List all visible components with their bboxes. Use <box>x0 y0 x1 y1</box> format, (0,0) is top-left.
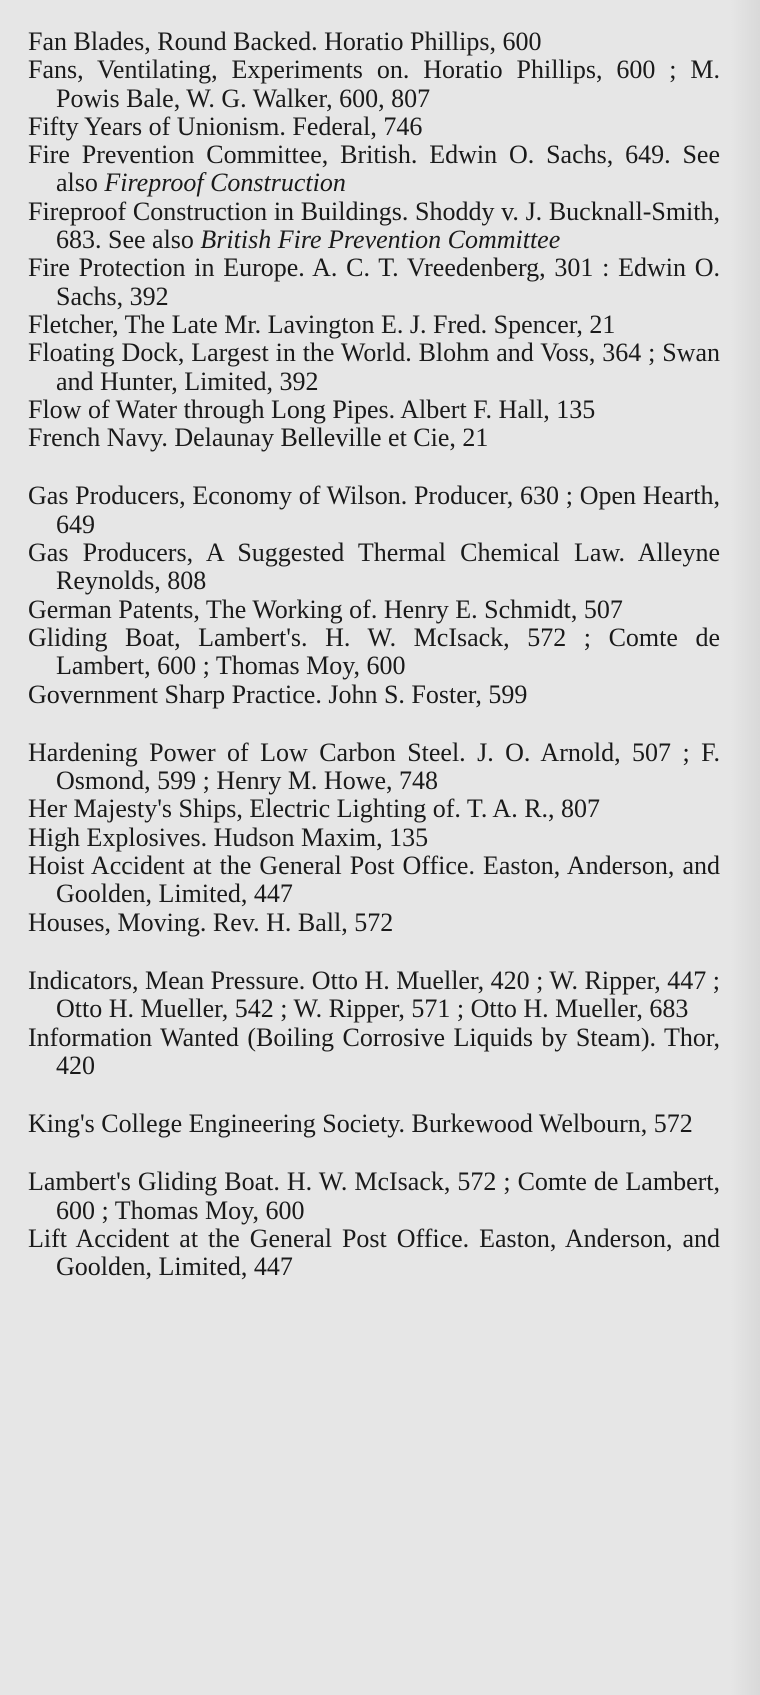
index-entry-text: Fireproof Construction in Buildings. Shoddy v. J. Bucknall-Smith, 683. See also <box>28 196 720 255</box>
index-entry <box>28 852 720 909</box>
index-entry <box>28 254 720 311</box>
index-entry-text: Gas Producers, A Suggested Thermal Chemical Law. Alleyne Reynolds, 808 <box>28 538 720 596</box>
index-entry <box>28 967 720 1024</box>
index-entry <box>28 339 720 396</box>
index-entry-text: Government Sharp Practice. John S. Foster, 599 <box>28 679 528 709</box>
letter-section-gap <box>28 709 720 739</box>
index-entry <box>28 739 720 796</box>
index-entry <box>28 113 720 141</box>
index-entry <box>28 624 720 681</box>
index-entry <box>28 28 720 56</box>
index-entry <box>28 1024 720 1081</box>
index-entry <box>28 1225 720 1282</box>
index-entry <box>28 56 720 113</box>
letter-section-gap <box>28 1138 720 1168</box>
index-entry <box>28 198 720 255</box>
index-entry <box>28 482 720 539</box>
index-entry <box>28 596 720 624</box>
index-entry <box>28 824 720 852</box>
index-entry-text: Fans, Ventilating, Experiments on. Horatio Phillips, 600 ; M. Powis Bale, W. G. Walker, 600, 807 <box>28 55 720 113</box>
index-entry <box>28 795 720 823</box>
index-entry <box>28 539 720 596</box>
index-entry <box>28 424 720 452</box>
index-entry-text: Lambert's Gliding Boat. H. W. McIsack, 572 ; Comte de Lambert, 600 ; Thomas Moy, 600 <box>28 1167 720 1225</box>
index-entry-text: High Explosives. Hudson Maxim, 135 <box>28 822 429 852</box>
page-edge-shadow <box>730 0 760 1695</box>
index-entry-text: Her Majesty's Ships, Electric Lighting of. T. A. R., 807 <box>28 794 601 824</box>
index-entry-text: Lift Accident at the General Post Office. Easton, Anderson, and Goolden, Limited, 447 <box>28 1223 720 1282</box>
letter-section-gap <box>28 937 720 967</box>
index-entry-text: King's College Engineering Society. Burkewood Welbourn, 572 <box>28 1109 693 1139</box>
letter-section-gap <box>28 1080 720 1110</box>
index-entry-text: Flow of Water through Long Pipes. Albert F. Hall, 135 <box>28 394 596 424</box>
index-entry-text: Houses, Moving. Rev. H. Ball, 572 <box>28 907 394 937</box>
subject-index-column <box>28 28 720 1282</box>
index-entry-text: French Navy. Delaunay Belleville et Cie, 21 <box>28 423 489 453</box>
index-entry-text: Hoist Accident at the General Post Office. Easton, Anderson, and Goolden, Limited, 447 <box>28 851 720 909</box>
letter-section-gap <box>28 452 720 482</box>
index-entry-text: Fire Prevention Committee, British. Edwin O. Sachs, 649. See also <box>28 140 720 198</box>
index-entry <box>28 396 720 424</box>
index-entry-text: Hardening Power of Low Carbon Steel. J. O. Arnold, 507 ; F. Osmond, 599 ; Henry M. Howe, 748 <box>28 737 720 796</box>
see-also-reference: Fireproof Construction <box>104 168 346 198</box>
see-also-reference: British Fire Prevention Committee <box>200 225 561 255</box>
index-entry-text: Indicators, Mean Pressure. Otto H. Mueller, 420 ; W. Ripper, 447 ; Otto H. Mueller, 542 ; W. Ripper, 571 ; Otto H. Mueller, 683 <box>28 965 720 1024</box>
index-entry-text: Gliding Boat, Lambert's. H. W. McIsack, 572 ; Comte de Lambert, 600 ; Thomas Moy, 600 <box>28 622 720 681</box>
index-entry-text: Fletcher, The Late Mr. Lavington E. J. Fred. Spencer, 21 <box>28 309 616 339</box>
index-entry <box>28 311 720 339</box>
index-entry <box>28 141 720 198</box>
index-entry-text: Fire Protection in Europe. A. C. T. Vreedenberg, 301 : Edwin O. Sachs, 392 <box>28 253 720 311</box>
index-entry-text: Floating Dock, Largest in the World. Blohm and Voss, 364 ; Swan and Hunter, Limited, 392 <box>28 338 720 396</box>
index-entry-text: German Patents, The Working of. Henry E. Schmidt, 507 <box>28 594 623 624</box>
index-entry-text: Information Wanted (Boiling Corrosive Liquids by Steam). Thor, 420 <box>28 1022 720 1080</box>
index-entry <box>28 1110 720 1138</box>
index-entry-text: Fifty Years of Unionism. Federal, 746 <box>28 111 423 141</box>
index-entry <box>28 909 720 937</box>
index-entry-text: Fan Blades, Round Backed. Horatio Phillips, 600 <box>28 27 542 56</box>
index-entry <box>28 1168 720 1225</box>
index-entry-text: Gas Producers, Economy of Wilson. Producer, 630 ; Open Hearth, 649 <box>28 481 720 539</box>
index-entry <box>28 681 720 709</box>
